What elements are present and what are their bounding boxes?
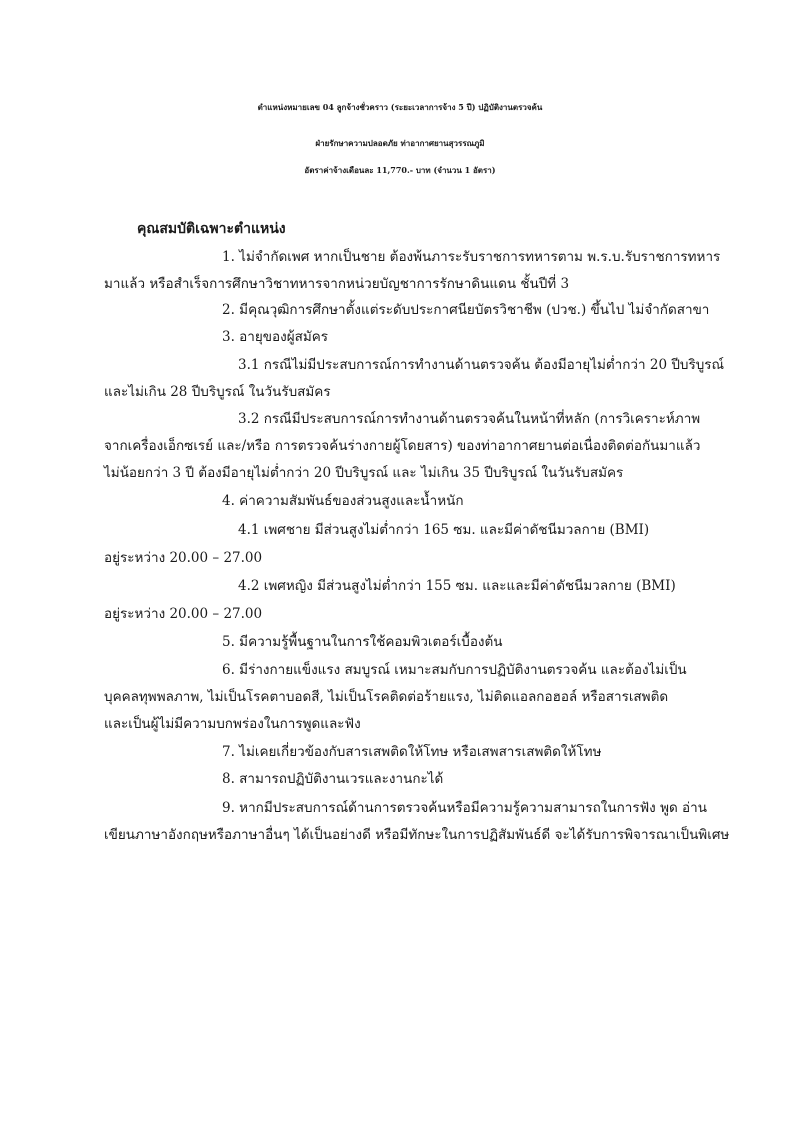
item-4-1-line-1: 4.1 เพศชาย มีส่วนสูงไม่ต่ำกว่า 165 ซม. และมีค่าดัชนีมวลกาย (BMI) xyxy=(238,522,650,538)
item-3-1-line-2: และไม่เกิน 28 ปีบริบูรณ์ ในวันรับสมัคร xyxy=(104,384,331,400)
item-6-line-1: 6. มีร่างกายแข็งแรง สมบูรณ์ เหมาะสมกับการปฏิบัติงานตรวจค้น และต้องไม่เป็น xyxy=(222,662,687,678)
position-title: ตำแหน่งหมายเลข 04 ลูกจ้างชั่วคราว (ระยะเวลาการจ้าง 5 ปี) ปฏิบัติงานตรวจค้น xyxy=(257,102,543,112)
department-title: ฝ่ายรักษาความปลอดภัย ท่าอากาศยานสุวรรณภูมิ xyxy=(315,138,485,148)
item-3-2-line-2: จากเครื่องเอ็กซเรย์ และ/หรือ การตรวจค้นร่างกายผู้โดยสาร) ของท่าอากาศยานต่อเนื่องติดต่อกันมาแล้ว xyxy=(104,438,701,454)
item-3-1-line-1: 3.1 กรณีไม่มีประสบการณ์การทำงานด้านตรวจค้น ต้องมีอายุไม่ต่ำกว่า 20 ปีบริบูรณ์ xyxy=(238,357,725,373)
item-9-line-2: เขียนภาษาอังกฤษหรือภาษาอื่นๆ ได้เป็นอย่างดี หรือมีทักษะในการปฏิสัมพันธ์ดี จะได้รับการพิจารณาเป็นพิเศษ xyxy=(104,827,730,843)
item-6-line-2: บุคคลทุพพลภาพ, ไม่เป็นโรคตาบอดสี, ไม่เป็นโรคติดต่อร้ายแรง, ไม่ติดแอลกอฮอล์ หรือสารเสพติด xyxy=(104,689,669,705)
item-3: 3. อายุของผู้สมัคร xyxy=(222,329,329,345)
item-6-line-3: และเป็นผู้ไม่มีความบกพร่องในการพูดและฟัง xyxy=(104,716,361,732)
item-7: 7. ไม่เคยเกี่ยวข้องกับสารเสพติดให้โทษ หรือเสพสารเสพติดให้โทษ xyxy=(222,744,602,760)
item-2: 2. มีคุณวุฒิการศึกษาตั้งแต่ระดับประกาศนียบัตรวิชาชีพ (ปวช.) ขึ้นไป ไม่จำกัดสาขา xyxy=(222,302,710,318)
item-4-1-line-2: อยู่ระหว่าง 20.00 – 27.00 xyxy=(104,550,263,566)
item-9-line-1: 9. หากมีประสบการณ์ด้านการตรวจค้นหรือมีความรู้ความสามารถในการฟัง พูด อ่าน xyxy=(222,800,707,816)
salary-title: อัตราค่าจ้างเดือนละ 11,770.- บาท (จำนวน 1 อัตรา) xyxy=(304,165,496,175)
item-1-line-1: 1. ไม่จำกัดเพศ หากเป็นชาย ต้องพ้นภาระรับราชการทหารตาม พ.ร.บ.รับราชการทหาร xyxy=(222,249,721,265)
item-1-line-2: มาแล้ว หรือสำเร็จการศึกษาวิชาทหารจากหน่วยบัญชาการรักษาดินแดน ชั้นปีที่ 3 xyxy=(104,276,570,292)
item-3-2-line-3: ไม่น้อยกว่า 3 ปี ต้องมีอายุไม่ต่ำกว่า 20 ปีบริบูรณ์ และ ไม่เกิน 35 ปีบริบูรณ์ ในวันรับสมัคร xyxy=(104,465,624,481)
item-4: 4. ค่าความสัมพันธ์ของส่วนสูงและน้ำหนัก xyxy=(222,493,464,509)
section-heading: คุณสมบัติเฉพาะตำแหน่ง xyxy=(137,221,286,237)
item-4-2-line-2: อยู่ระหว่าง 20.00 – 27.00 xyxy=(104,606,263,622)
item-4-2-line-1: 4.2 เพศหญิง มีส่วนสูงไม่ต่ำกว่า 155 ซม. และและมีค่าดัชนีมวลกาย (BMI) xyxy=(238,578,676,594)
item-5: 5. มีความรู้พื้นฐานในการใช้คอมพิวเตอร์เบื้องต้น xyxy=(222,634,503,650)
item-3-2-line-1: 3.2 กรณีมีประสบการณ์การทำงานด้านตรวจค้นในหน้าที่หลัก (การวิเคราะห์ภาพ xyxy=(238,411,701,427)
item-8: 8. สามารถปฏิบัติงานเวรและงานกะได้ xyxy=(222,771,444,787)
